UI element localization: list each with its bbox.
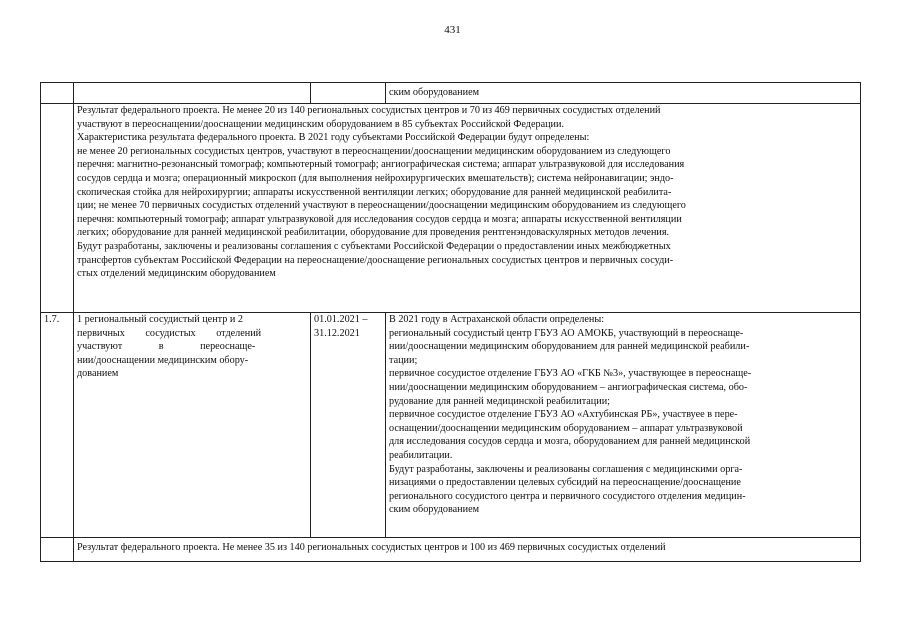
details-line: регионального сосудистого центра и первичного сосудистого отделения медицин- (389, 490, 746, 502)
result-line: стых отделений медицинским оборудованием (77, 268, 276, 280)
result-line: скопическая стойка для нейрохирургии; аппараты искусственной вентиляции легких; оборудование для ранней медицинской реабилита- (77, 186, 672, 198)
details-line: низациями о предоставлении целевых субсидий на переоснащение/дооснащение (389, 477, 741, 489)
details-line: оснащении/дооснащении медицинским оборудованием – аппарат ультразвуковой (389, 422, 743, 434)
details-line: В 2021 году в Астраханской области определены: (389, 314, 605, 325)
result-line: ции; не менее 70 первичных сосудистых отделений участвуют в переоснащении/дооснащении медицинским оборудованием из следующего (77, 200, 686, 212)
cell-number-empty (41, 83, 74, 104)
result-line: перечня: магнитно-резонансный томограф; компьютерный томограф; ангиографическая система; аппарат ультразвуковой для исследования (77, 159, 685, 171)
details-line: нии/дооснащении медицинским оборудованием для ранней медицинской реабили- (389, 341, 750, 353)
cell-details-continuation: ским оборудованием (386, 83, 861, 104)
details-line: Будут разработаны, заключены и реализованы соглашения с медицинскими орга- (389, 463, 743, 475)
row-dates (311, 313, 386, 538)
date-start: 01.01.2021 – (314, 314, 368, 325)
description-line: нии/дооснащении медицинским обору- (77, 354, 249, 366)
table-row-result-1 (41, 104, 861, 313)
cell-number-empty (41, 538, 74, 562)
result-text-block-2: Результат федерального проекта. Не менее 35 из 140 региональных сосудистых центров и 100 из 469 первичных сосудистых отделений (74, 538, 861, 562)
description-line: дованием (77, 368, 119, 380)
details-line: нии/дооснащении медицинским оборудованием – ангиографическая система, обо- (389, 381, 748, 393)
table-row-1-7 (41, 313, 861, 538)
details-line: рудование для ранней медицинской реабилитации; (389, 395, 610, 407)
date-end: 31.12.2021 (314, 327, 360, 339)
details-line: тации; (389, 354, 418, 366)
result-line: перечня: компьютерный томограф; аппарат ультразвуковой для исследования сосудов сердца и мозга; аппараты искусственной вентиляции (77, 213, 682, 225)
result-line: Будут разработаны, заключены и реализованы соглашения с субъектами Российской Федерации о предоставлении иных межбюджетных (77, 240, 671, 252)
table-row-continuation (41, 83, 861, 104)
table-row-result-2 (41, 538, 861, 562)
result-line: Характеристика результата федерального проекта. В 2021 году субъектами Российской Федерации будут определены: (77, 132, 590, 144)
description-line: первичных сосудистых отделений (77, 327, 262, 339)
row-number: 1.7. (41, 313, 74, 538)
document-table (40, 82, 861, 562)
details-line: для исследования сосудов сердца и мозга, оборудованием для ранней медицинской (389, 436, 751, 448)
cell-dates-empty (311, 83, 386, 104)
row-details (386, 313, 861, 538)
page-number: 431 (444, 24, 461, 36)
description-line: 1 региональный сосудистый центр и 2 (77, 314, 243, 325)
cell-number-empty (41, 104, 74, 313)
result-line: трансфертов субъектам Российской Федерации на переоснащение/дооснащение региональных сосудистых центров и первичных сосуди- (77, 254, 674, 266)
cell-description-empty (74, 83, 311, 104)
details-line: региональный сосудистый центр ГБУЗ АО АМОКБ, участвующий в переоснаще- (389, 327, 744, 339)
details-line: первичное сосудистое отделение ГБУЗ АО «Ахтубинская РБ», участвуее в пере- (389, 409, 738, 421)
result-line: сосудов сердца и мозга; операционный микроскоп (для выполнения нейрохирургических вмешательств); система нейронавигации; эндо- (77, 172, 674, 184)
details-line: первичное сосудистое отделение ГБУЗ АО «ГКБ №3», участвующее в переоснаще- (389, 368, 752, 380)
result-line: легких; оборудование для ранней медицинской реабилитации, оборудование для проведения рентгенэндоваскулярных методов лечения. (77, 227, 670, 239)
result-line: Результат федерального проекта. Не менее 20 из 140 региональных сосудистых центров и 70 из 469 первичных сосудистых отделений (77, 105, 661, 116)
result-line: участвуют в переоснащении/дооснащении медицинским оборудованием в 85 субъектах Российской Федерации. (77, 118, 565, 130)
details-line: ским оборудованием (389, 504, 480, 516)
result-line: не менее 20 региональных сосудистых центров, участвуют в переоснащении/дооснащении медицинским оборудованием из следующего (77, 145, 671, 157)
details-line: реабилитации. (389, 449, 453, 461)
result-text-block-1 (74, 104, 861, 313)
description-line: участвуют в переоснаще- (77, 341, 256, 353)
row-description (74, 313, 311, 538)
